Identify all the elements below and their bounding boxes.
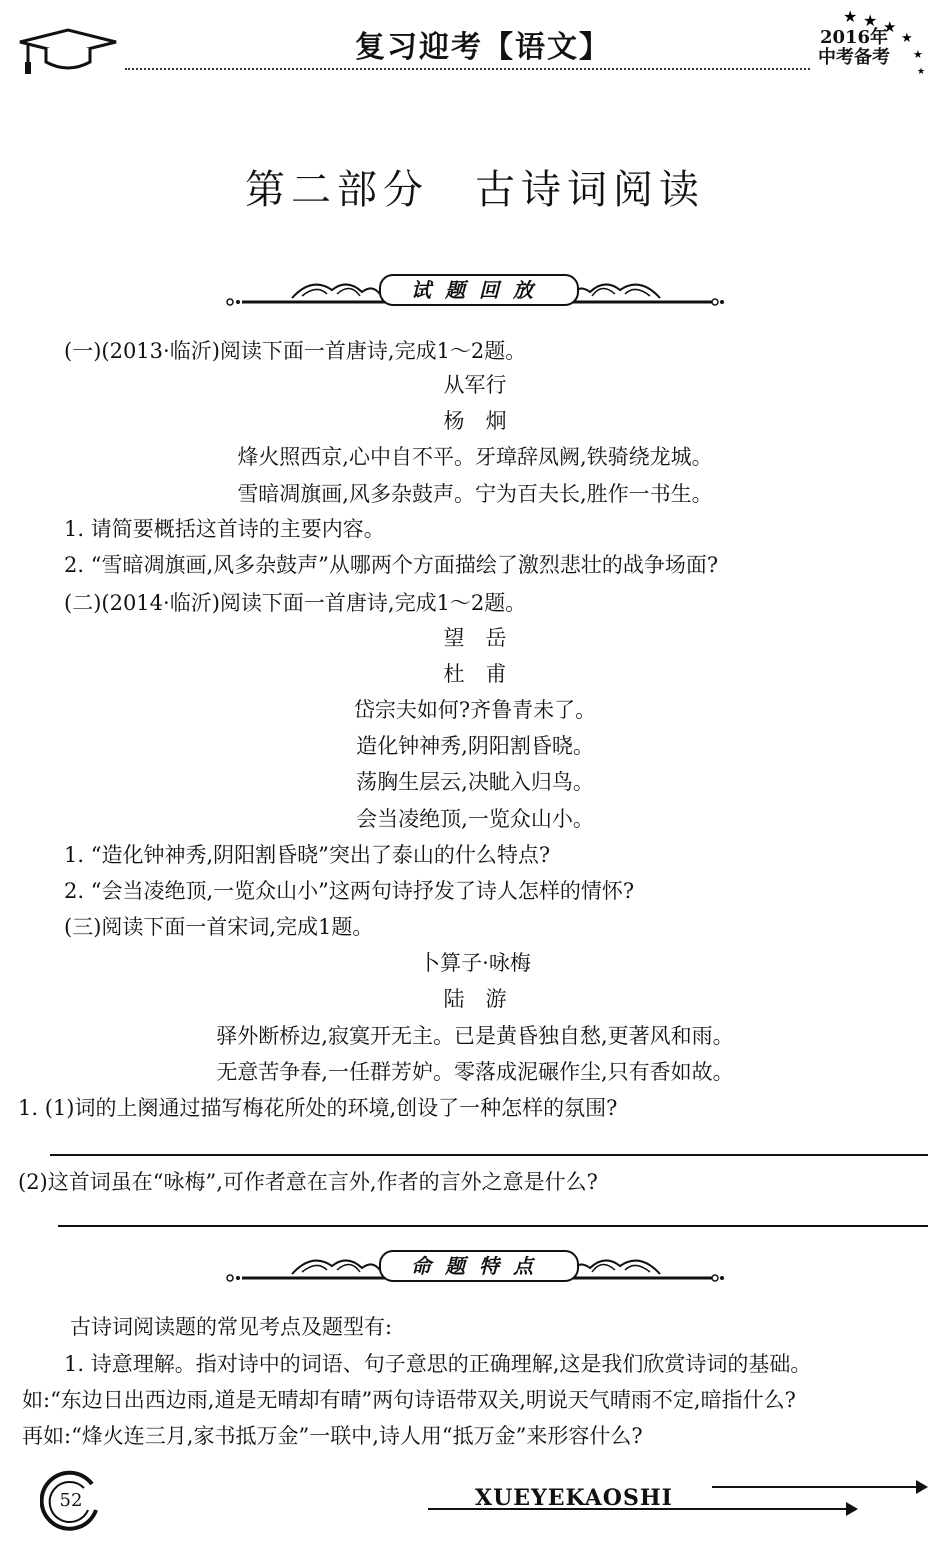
part2-poem-line: 会当凌绝顶,一览众山小。 xyxy=(356,807,594,831)
part1-poem-title: 从军行 xyxy=(443,373,507,397)
banner-label-features: 命题特点 xyxy=(379,1250,579,1282)
part1-intro: (一)(2013·临沂)阅读下面一首唐诗,完成1～2题。 xyxy=(64,339,527,363)
page-title: 第二部分 古诗词阅读 xyxy=(245,167,705,213)
exam-text: 中考备考 xyxy=(818,47,890,68)
features-paragraph: 如:“东边日出西边雨,道是无晴却有晴”两句诗语带双关,明说天气晴雨不定,暗指什么? xyxy=(22,1388,796,1412)
part1-question-2: 2. “雪暗凋旗画,风多杂鼓声”从哪两个方面描绘了激烈悲壮的战争场面? xyxy=(64,553,719,577)
features-paragraph: 1. 诗意理解。指对诗中的词语、句子意思的正确理解,这是我们欣赏诗词的基础。 xyxy=(64,1352,812,1376)
part3-poem-title: 卜算子·咏梅 xyxy=(419,951,531,975)
part2-question-2: 2. “会当凌绝顶,一览众山小”这两句诗抒发了诗人怎样的情怀? xyxy=(64,879,635,903)
part3-intro: (三)阅读下面一首宋词,完成1题。 xyxy=(64,915,374,939)
svg-text:★: ★ xyxy=(883,18,897,36)
header-title: 复习迎考【语文】 xyxy=(355,30,611,65)
part2-poem-line: 岱宗夫如何?齐鲁青未了。 xyxy=(353,698,597,722)
part3-poet: 陆 游 xyxy=(443,987,507,1011)
part2-intro: (二)(2014·临沂)阅读下面一首唐诗,完成1～2题。 xyxy=(64,591,527,615)
features-paragraph: 再如:“烽火连三月,家书抵万金”一联中,诗人用“抵万金”来形容什么? xyxy=(22,1424,643,1448)
part2-poem-title: 望 岳 xyxy=(443,626,507,650)
part2-poet: 杜 甫 xyxy=(443,662,507,686)
part2-poem-line: 造化钟神秀,阴阳割昏晓。 xyxy=(356,734,594,758)
banner-label-review: 试题回放 xyxy=(379,274,579,306)
year-badge xyxy=(818,28,890,68)
graduation-cap-icon xyxy=(18,28,118,78)
section-banner-review xyxy=(222,270,730,314)
section-banner-features xyxy=(222,1246,730,1290)
svg-text:★: ★ xyxy=(863,11,878,30)
arrow-decoration-icon xyxy=(428,1476,933,1520)
page-number: 52 xyxy=(59,1490,83,1511)
year-text: 2016年 xyxy=(819,27,889,48)
answer-line[interactable] xyxy=(50,1154,928,1156)
features-intro: 古诗词阅读题的常见考点及题型有: xyxy=(70,1315,393,1339)
part2-poem-line: 荡胸生层云,决眦入归鸟。 xyxy=(356,770,594,794)
header-divider xyxy=(125,68,810,70)
part1-poem-line: 雪暗凋旗画,风多杂鼓声。宁为百夫长,胜作一书生。 xyxy=(237,482,713,506)
svg-text:★: ★ xyxy=(917,67,926,77)
page-number-badge xyxy=(40,1470,102,1532)
part1-poem-line: 烽火照西京,心中自不平。牙璋辞凤阙,铁骑绕龙城。 xyxy=(237,445,713,469)
part3-poem-line: 无意苦争春,一任群芳妒。零落成泥碾作尘,只有香如故。 xyxy=(216,1060,734,1084)
footer-brand: XUEYEKAOSHI xyxy=(475,1485,673,1511)
part1-question-1: 1. 请简要概括这首诗的主要内容。 xyxy=(64,517,385,541)
svg-text:★: ★ xyxy=(901,31,913,46)
part3-poem-line: 驿外断桥边,寂寞开无主。已是黄昏独自愁,更著风和雨。 xyxy=(216,1024,734,1048)
part2-question-1: 1. “造化钟神秀,阴阳割昏晓”突出了泰山的什么特点? xyxy=(64,843,551,867)
svg-text:★: ★ xyxy=(843,7,858,26)
svg-text:★: ★ xyxy=(913,48,923,61)
part3-question-1: 1. (1)词的上阕通过描写梅花所处的环境,创设了一种怎样的氛围? xyxy=(18,1096,618,1120)
part3-question-2: (2)这首词虽在“咏梅”,可作者意在言外,作者的言外之意是什么? xyxy=(18,1170,598,1194)
answer-line[interactable] xyxy=(58,1225,928,1227)
part1-poet: 杨 炯 xyxy=(443,409,507,433)
